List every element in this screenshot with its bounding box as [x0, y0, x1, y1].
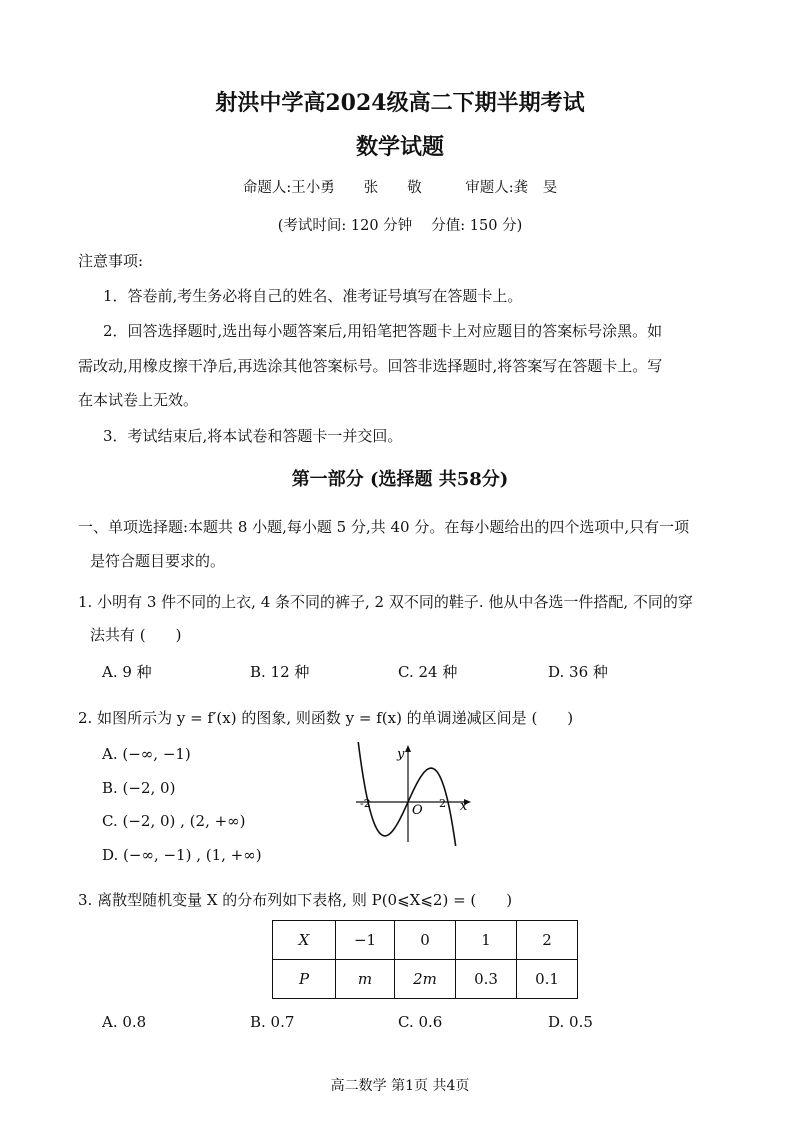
section-instruction-cont: 是符合题目要求的。 [90, 552, 226, 570]
tick-pos-2: 2 [439, 797, 446, 810]
subject-title: 数学试题 [355, 134, 444, 160]
table-cell: 1 [456, 921, 517, 960]
question-1-stem-cont: 法共有 ( ) [90, 626, 182, 644]
question-1-stem: 1. 小明有 3 件不同的上衣, 4 条不同的裤子, 2 双不同的鞋子. 他从中各选一件搭配, 不同的穿 [78, 593, 693, 611]
distribution-table [272, 920, 578, 999]
q2-option-a: A. (−∞, −1) [102, 745, 191, 763]
table-cell: 0.1 [517, 960, 578, 999]
notice-item-2-cont2: 在本试卷上无效。 [78, 391, 199, 409]
notice-item-1: 1．答卷前,考生务必将自己的姓名、准考证号填写在答题卡上。 [103, 287, 523, 305]
x-label: x [460, 799, 468, 814]
table-cell: X [273, 921, 336, 960]
page-footer: 高二数学 第1页 共4页 [330, 1078, 470, 1094]
y-axis-arrow [405, 745, 411, 752]
table-cell: 0.3 [456, 960, 517, 999]
notice-item-2-cont: 需改动,用橡皮擦干净后,再选涂其他答案标号。回答非选择题时,将答案写在答题卡上。写 [78, 357, 663, 375]
q3-option-c: C. 0.6 [398, 1013, 443, 1031]
q1-option-c: C. 24 种 [398, 663, 458, 681]
notice-item-2: 2．回答选择题时,选出每小题答案后,用铅笔把答题卡上对应题目的答案标号涂黑。如 [103, 322, 663, 340]
q2-option-d: D. (−∞, −1) , (1, +∞) [102, 846, 262, 864]
table-cell: 2 [517, 921, 578, 960]
table-cell: m [336, 960, 395, 999]
q3-option-d: D. 0.5 [548, 1013, 593, 1031]
table-cell: P [273, 960, 336, 999]
q1-option-a: A. 9 种 [102, 663, 152, 681]
part1-title: 第一部分 (选择题 共58分) [291, 469, 509, 490]
table-row [273, 921, 578, 960]
y-label: y [397, 747, 405, 762]
table-cell: −1 [336, 921, 395, 960]
origin-label: O [412, 803, 423, 818]
notice-item-3: 3．考试结束后,将本试卷和答题卡一并交回。 [103, 427, 403, 445]
q1-option-d: D. 36 种 [548, 663, 608, 681]
q2-option-c: C. (−2, 0) , (2, +∞) [102, 812, 246, 830]
exam-info: (考试时间: 120 分钟 分值: 150 分) [277, 218, 523, 234]
table-row [273, 960, 578, 999]
q3-option-a: A. 0.8 [102, 1013, 147, 1031]
section-instruction: 一、单项选择题:本题共 8 小题,每小题 5 分,共 40 分。在每小题给出的四个选项中,只有一项 [78, 518, 690, 536]
authors-line: 命题人:王小勇 张 敬 审题人:龚 旻 [242, 180, 558, 196]
notice-heading: 注意事项: [78, 252, 144, 270]
tick-neg-2: -2 [360, 797, 371, 810]
table-cell: 2m [395, 960, 456, 999]
table-cell: 0 [395, 921, 456, 960]
derivative-graph [350, 742, 480, 846]
derivative-curve [358, 742, 462, 846]
q1-option-b: B. 12 种 [250, 663, 310, 681]
q2-option-b: B. (−2, 0) [102, 779, 176, 797]
question-3-stem: 3. 离散型随机变量 X 的分布列如下表格, 则 P(0⩽X⩽2) = ( ) [78, 891, 513, 909]
q3-option-b: B. 0.7 [250, 1013, 295, 1031]
exam-title: 射洪中学高2024级高二下期半期考试 [215, 90, 585, 116]
question-2-stem: 2. 如图所示为 y = f′(x) 的图象, 则函数 y = f(x) 的单调递减区间是 ( ) [78, 709, 574, 727]
